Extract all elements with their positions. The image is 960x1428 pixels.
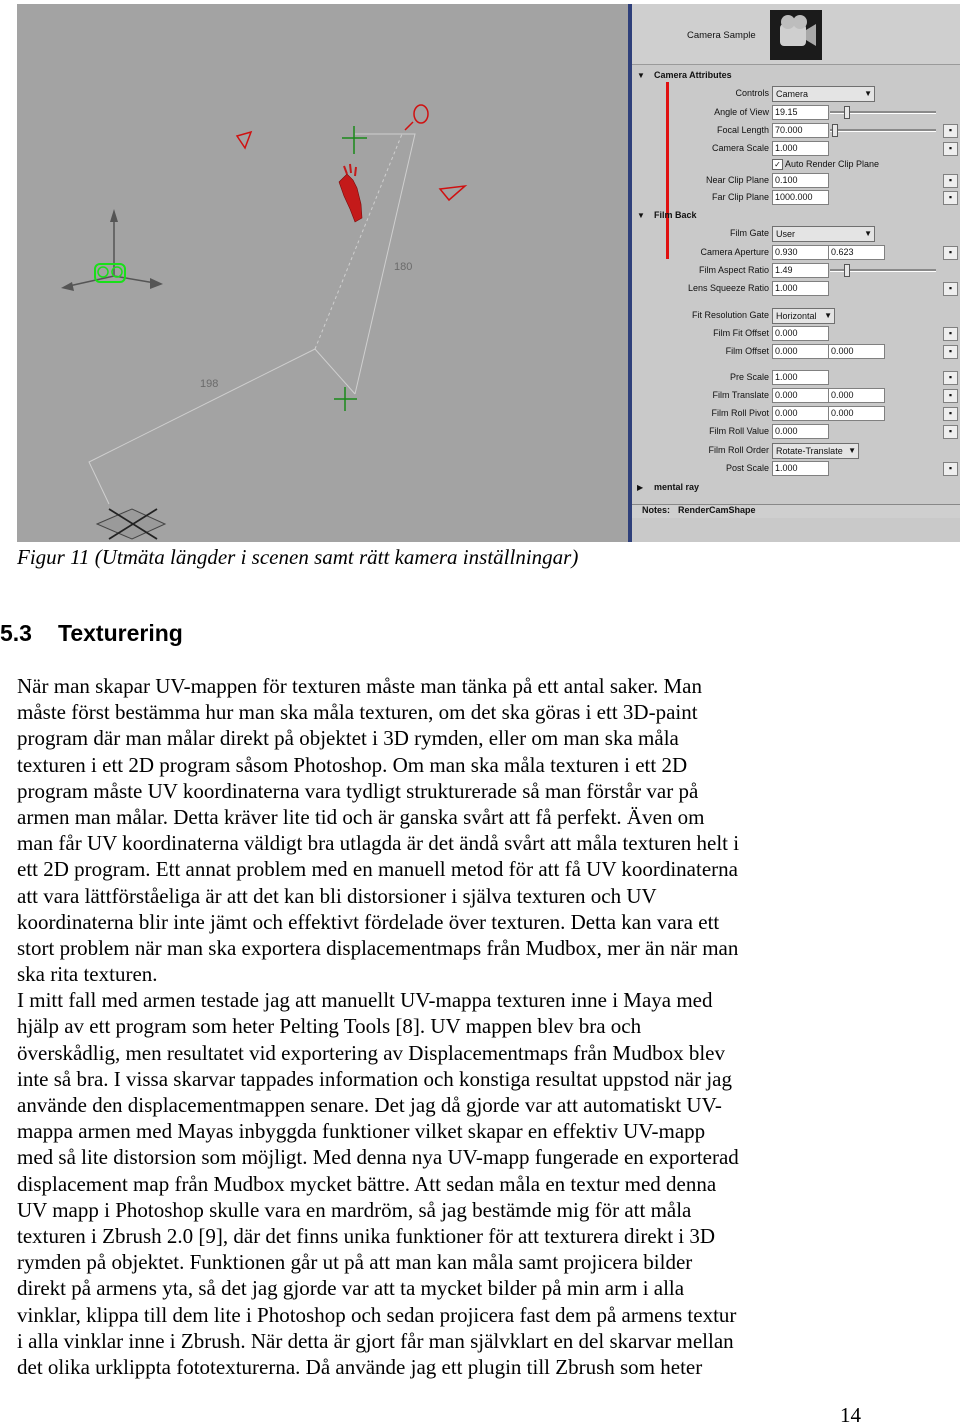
row-film-fit-offset: Film Fit Offset 0.000 ▪: [632, 326, 960, 343]
film-gate-dropdown[interactable]: User ▼: [772, 226, 875, 242]
row-near-clip: Near Clip Plane 0.100 ▪: [632, 173, 960, 190]
notes-label: Notes:: [642, 505, 671, 515]
focal-length-slider[interactable]: [830, 129, 936, 132]
text-line: program måste UV koordinaterna vara tydligt strukturerade så man förstår var på: [17, 778, 699, 803]
locator-top: [342, 126, 367, 154]
text-line: UV mapp i Photoshop skulle vara en mardröm, så jag bestämde mig för att måla: [17, 1197, 692, 1222]
map-button-icon[interactable]: ▪: [943, 246, 958, 260]
text-line: inte så bra. I vissa skarvar tappades information och konstiga resultat uppstod när jag: [17, 1066, 732, 1091]
text-line: koordinaterna blir inte jämt och effektivt fördelade över texturen. Detta kan vara ett: [17, 909, 720, 934]
text-line: vinklar, klippa till dem lite i Photoshop och sedan projicera fast dem på armens textur: [17, 1302, 737, 1327]
attribute-editor-panel: [632, 4, 960, 542]
dropdown-arrow-icon: ▼: [864, 229, 872, 238]
collapse-arrow-icon[interactable]: ▼: [637, 211, 645, 220]
post-scale-field[interactable]: 1.000: [772, 461, 829, 476]
section-film-back[interactable]: ▼ Film Back: [637, 210, 697, 220]
light-icon-right-top: [405, 105, 428, 130]
row-far-clip: Far Clip Plane 1000.000 ▪: [632, 190, 960, 207]
panel-header: [632, 4, 960, 65]
map-button-icon[interactable]: ▪: [943, 407, 958, 421]
film-roll-order-dropdown[interactable]: Rotate-Translate ▼: [772, 443, 859, 459]
row-controls: Controls Camera ▼: [632, 86, 960, 103]
dropdown-arrow-icon: ▼: [824, 311, 832, 320]
dropdown-arrow-icon: ▼: [864, 89, 872, 98]
distance-label-198: 198: [200, 378, 219, 390]
focal-length-field[interactable]: 70.000: [772, 123, 829, 138]
slider-knob[interactable]: [832, 124, 838, 137]
figure-caption: Figur 11 (Utmäta längder i scenen samt rätt kamera inställningar): [17, 545, 579, 569]
camera-sample-icon: [770, 10, 822, 60]
distance-label-180: 180: [394, 261, 413, 273]
text-line: När man skapar UV-mappen för texturen måste man tänka på ett antal saker. Man: [17, 674, 702, 698]
map-button-icon[interactable]: ▪: [943, 142, 958, 156]
pre-scale-field[interactable]: 1.000: [772, 370, 829, 385]
figure-11: [17, 4, 960, 542]
map-button-icon[interactable]: ▪: [943, 389, 958, 403]
row-fit-resolution-gate: Fit Resolution Gate Horizontal ▼: [632, 308, 960, 325]
dropdown-arrow-icon: ▼: [848, 446, 856, 455]
notes-value: RenderCamShape: [678, 505, 756, 515]
map-button-icon[interactable]: ▪: [943, 462, 958, 476]
text-line: armen man målar. Detta kräver lite tid och är ganska svårt att få perfekt. Även om: [17, 804, 705, 829]
expand-arrow-icon[interactable]: ▶: [637, 483, 644, 492]
row-angle-of-view: Angle of View 19.15: [632, 105, 960, 122]
camera-aim-grid: [97, 509, 165, 539]
text-line: texturen i Zbrush 2.0 [9], där det finns unika funktioner för att texturera direkt i 3D: [17, 1223, 716, 1248]
fit-resolution-gate-dropdown[interactable]: Horizontal ▼: [772, 308, 835, 324]
camera-object: [61, 209, 163, 291]
camera-sample-label: Camera Sample: [687, 30, 756, 41]
near-clip-field[interactable]: 0.100: [772, 173, 829, 188]
controls-dropdown[interactable]: Camera ▼: [772, 86, 875, 102]
collapse-arrow-icon[interactable]: ▼: [637, 71, 645, 80]
text-line: direkt på armens yta, så det jag gjorde var att ta mycket bilder på min arm i alla: [17, 1276, 685, 1301]
section-heading: [0, 620, 183, 647]
light-icon-right: [440, 186, 465, 200]
row-film-aspect-ratio: Film Aspect Ratio 1.49: [632, 263, 960, 280]
row-camera-scale: Camera Scale 1.000 ▪: [632, 141, 960, 158]
distance-measure-lines: [89, 134, 415, 504]
text-line: det olika urklippta fototexturerna. Då använde jag ett plugin till Zbrush som heter: [17, 1354, 703, 1379]
film-roll-pivot-field-1[interactable]: 0.000: [772, 406, 829, 421]
text-line: displacement map från Mudbox mycket bättre. Att sedan måla en textur med denna: [17, 1171, 717, 1196]
map-button-icon[interactable]: ▪: [943, 174, 958, 188]
film-translate-field-2[interactable]: 0.000: [828, 388, 885, 403]
film-roll-pivot-field-2[interactable]: 0.000: [828, 406, 885, 421]
far-clip-field[interactable]: 1000.000: [772, 190, 829, 205]
viewport-scene: [17, 4, 628, 542]
notes-bar: [632, 504, 960, 518]
section-camera-attributes[interactable]: ▼ Camera Attributes: [637, 70, 732, 80]
map-button-icon[interactable]: ▪: [943, 327, 958, 341]
map-button-icon[interactable]: ▪: [943, 371, 958, 385]
light-icon-left: [237, 132, 251, 148]
angle-of-view-field[interactable]: 19.15: [772, 105, 829, 120]
text-line: ett 2D program. Ett annat problem med en manuell metod för att få UV koordinaterna: [17, 857, 738, 882]
row-film-offset: Film Offset 0.000 0.000 ▪: [632, 344, 960, 361]
slider-knob[interactable]: [844, 106, 850, 119]
arm-model: [339, 164, 362, 222]
camera-aperture-field-1[interactable]: 0.930: [772, 245, 829, 260]
row-camera-aperture: Camera Aperture 0.930 0.623 ▪: [632, 245, 960, 262]
film-aspect-ratio-field[interactable]: 1.49: [772, 263, 829, 278]
film-offset-field-2[interactable]: 0.000: [828, 344, 885, 359]
text-line: texturen i ett 2D program såsom Photoshop. Om man ska måla texturen i ett 2D: [17, 752, 688, 777]
camera-aperture-field-2[interactable]: 0.623: [828, 245, 885, 260]
maya-viewport: [17, 4, 628, 542]
row-auto-render-clip: ✓ Auto Render Clip Plane: [632, 158, 960, 175]
row-lens-squeeze: Lens Squeeze Ratio 1.000 ▪: [632, 281, 960, 298]
text-line: mappa armen med Mayas inbyggda funktioner vilket skapar en effektiv UV-mapp: [17, 1119, 706, 1144]
text-line: i alla vinklar inne i Zbrush. När detta är gjort får man självklart en del skarvar mellan: [17, 1328, 734, 1353]
text-line: med så lite distorsion som möjligt. Med denna nya UV-mapp fungerade en exporterad: [17, 1145, 739, 1170]
text-line: överskådlig, men resultatet vid exportering av Displacementmaps från Mudbox blev: [17, 1040, 725, 1065]
text-line: I mitt fall med armen testade jag att manuellt UV-mappa texturen inne i Maya med: [17, 988, 713, 1013]
map-button-icon[interactable]: ▪: [943, 191, 958, 205]
lens-squeeze-field[interactable]: 1.000: [772, 281, 829, 296]
body-paragraphs: [17, 673, 817, 1380]
row-post-scale: Post Scale 1.000 ▪: [632, 461, 960, 478]
section-title: Texturering: [58, 620, 183, 646]
map-button-icon[interactable]: ▪: [943, 425, 958, 439]
row-film-translate: Film Translate 0.000 0.000 ▪: [632, 388, 960, 405]
text-line: att vara lättförståeliga är att det kan bli distorsioner i själva texturen och UV: [17, 883, 657, 908]
section-mental-ray[interactable]: ▶ mental ray: [637, 482, 700, 492]
film-aspect-ratio-slider[interactable]: [830, 269, 936, 272]
film-offset-field-1[interactable]: 0.000: [772, 344, 829, 359]
row-film-roll-pivot: Film Roll Pivot 0.000 0.000 ▪: [632, 406, 960, 423]
camera-scale-field[interactable]: 1.000: [772, 141, 829, 156]
slider-knob[interactable]: [844, 264, 850, 277]
text-line: ska rita texturen.: [17, 962, 158, 987]
text-line: hjälp av ett program som heter Pelting Tools [8]. UV mappen blev bra och: [17, 1014, 642, 1039]
row-film-roll-value: Film Roll Value 0.000 ▪: [632, 424, 960, 441]
locator-bottom: [334, 387, 357, 411]
page-number: 14: [840, 1403, 861, 1427]
film-translate-field-1[interactable]: 0.000: [772, 388, 829, 403]
text-line: program där man målar direkt på objektet i 3D rymden, eller om man ska måla: [17, 726, 679, 751]
row-film-gate: Film Gate User ▼: [632, 226, 960, 243]
map-button-icon[interactable]: ▪: [943, 282, 958, 296]
text-line: man får UV koordinaterna väldigt bra utlagda är det ändå svårt att måla texturen helt i: [17, 831, 740, 856]
row-focal-length: Focal Length 70.000 ▪: [632, 123, 960, 140]
row-film-roll-order: Film Roll Order Rotate-Translate ▼: [632, 443, 960, 460]
section-number: 5.3: [0, 620, 32, 646]
film-fit-offset-field[interactable]: 0.000: [772, 326, 829, 341]
row-pre-scale: Pre Scale 1.000 ▪: [632, 370, 960, 387]
map-button-icon[interactable]: ▪: [943, 124, 958, 138]
text-line: stort problem när man ska exportera displacementmaps från Mudbox, mer än när man: [17, 935, 739, 960]
text-line: använde den displacementmappen senare. Det jag då gjorde var att automatiskt UV-: [17, 1093, 722, 1117]
text-line: rymden på objektet. Funktionen går ut på att man kan måla samt projicera bilder: [17, 1250, 693, 1275]
angle-of-view-slider[interactable]: [830, 111, 936, 114]
auto-render-clip-checkbox[interactable]: ✓: [772, 159, 783, 170]
map-button-icon[interactable]: ▪: [943, 345, 958, 359]
text-line: måste först bestämma hur man ska måla texturen, om det ska göras i ett 3D-paint: [17, 700, 698, 725]
film-roll-value-field[interactable]: 0.000: [772, 424, 829, 439]
